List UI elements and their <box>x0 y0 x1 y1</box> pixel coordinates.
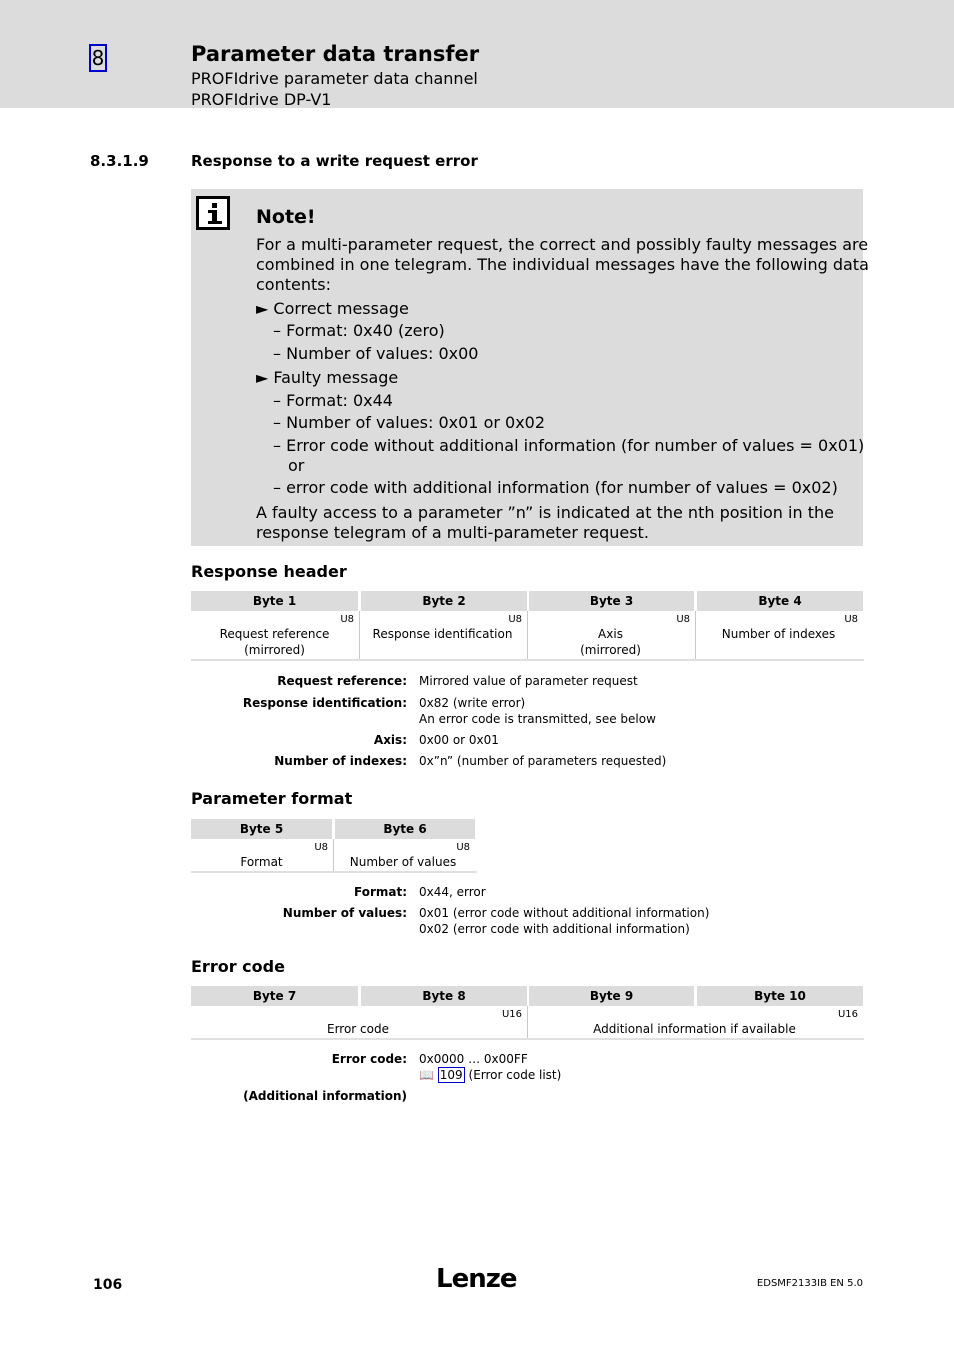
definition-label: (Additional information) <box>243 1089 407 1103</box>
table-header-cell: Byte 3 <box>529 591 694 611</box>
page-subtitle-2: PROFIdrive DP-V1 <box>191 90 332 109</box>
type-label: U8 <box>314 842 328 853</box>
definition-value: 0x82 (write error) <box>419 696 526 710</box>
table-header-cell: Byte 7 <box>191 986 358 1006</box>
column-divider <box>359 611 360 659</box>
info-icon <box>196 196 230 230</box>
definition-value: Mirrored value of parameter request <box>419 674 638 688</box>
table-cell: Error code <box>326 1022 389 1036</box>
table-header-cell: Byte 2 <box>361 591 527 611</box>
section-title: Response to a write request error <box>191 152 478 170</box>
note-intro-line-1: For a multi-parameter request, the correct and possibly faulty messages are <box>256 235 869 254</box>
definition-value: 0x44, error <box>419 885 486 899</box>
definition-label: Response identification: <box>242 696 407 710</box>
type-label: U8 <box>844 614 858 625</box>
table-header-cell: Byte 6 <box>335 819 475 839</box>
note-title: Note! <box>256 206 316 228</box>
parameter-format-heading: Parameter format <box>191 789 353 808</box>
column-divider <box>333 839 334 871</box>
type-label: U8 <box>340 614 354 625</box>
column-divider <box>527 611 528 659</box>
note-correct-label: ► Correct message <box>256 299 409 318</box>
table-bottom-rule <box>191 659 864 661</box>
type-label: U8 <box>676 614 690 625</box>
table-header-cell: Byte 5 <box>191 819 332 839</box>
definition-label: Error code: <box>331 1052 407 1066</box>
table-header-cell: Byte 10 <box>697 986 863 1006</box>
type-label: U16 <box>501 1009 522 1020</box>
note-correct-item-1: – Format: 0x40 (zero) <box>273 321 445 340</box>
table-cell: Response identification <box>372 627 513 641</box>
definition-value: 0x01 (error code without additional information) <box>419 906 710 920</box>
column-divider <box>527 1006 528 1038</box>
definition-label: Format: <box>353 885 407 899</box>
book-icon: 📖 <box>419 1068 434 1082</box>
note-faulty-item-3: – Error code without additional information (for number of values = 0x01) <box>273 436 865 455</box>
response-header-heading: Response header <box>191 562 347 581</box>
table-cell: Additional information if available <box>593 1022 796 1036</box>
definition-value: 0x”n” (number of parameters requested) <box>419 754 667 768</box>
note-correct-item-2: – Number of values: 0x00 <box>273 344 479 363</box>
cross-reference-text: (Error code list) <box>468 1068 562 1082</box>
table-cell: Number of indexes <box>721 627 836 641</box>
definition-value: 0x00 or 0x01 <box>419 733 499 747</box>
table-cell: Number of values <box>349 855 457 869</box>
note-faulty-item-1: – Format: 0x44 <box>273 391 393 410</box>
type-label: U8 <box>508 614 522 625</box>
note-faulty-item-3-cont: or <box>288 456 305 475</box>
note-faulty-item-4: – error code with additional information (for number of values = 0x02) <box>273 478 838 497</box>
table-cell: Format <box>240 855 283 869</box>
page-subtitle-1: PROFIdrive parameter data channel <box>191 69 478 88</box>
note-outro-line-1: A faulty access to a parameter ”n” is indicated at the nth position in the <box>256 503 834 522</box>
definition-value: 0x02 (error code with additional information) <box>419 922 690 936</box>
type-label: U8 <box>456 842 470 853</box>
chapter-number-badge[interactable]: 8 <box>89 44 107 72</box>
definition-label: Number of values: <box>282 906 407 920</box>
note-intro-line-3: contents: <box>256 275 331 294</box>
note-outro-line-2: response telegram of a multi-parameter request. <box>256 523 649 542</box>
page-number: 106 <box>93 1277 123 1293</box>
table-cell: Axis (mirrored) <box>580 627 641 657</box>
table-header-cell: Byte 4 <box>697 591 863 611</box>
definition-label: Request reference: <box>277 674 407 688</box>
section-number: 8.3.1.9 <box>90 152 149 170</box>
table-header-cell: Byte 1 <box>191 591 358 611</box>
table-cell: Request reference (mirrored) <box>219 627 330 657</box>
error-code-heading: Error code <box>191 957 285 976</box>
page-link-109[interactable]: 109 <box>439 1068 463 1082</box>
note-faulty-item-2: – Number of values: 0x01 or 0x02 <box>273 413 546 432</box>
table-header-cell: Byte 9 <box>529 986 694 1006</box>
type-label: U16 <box>837 1009 858 1020</box>
definition-label: Number of indexes: <box>274 754 407 768</box>
note-intro-line-2: combined in one telegram. The individual messages have the following data <box>256 255 869 274</box>
cross-reference <box>419 1067 561 1083</box>
lenze-logo: Lenze <box>436 1264 517 1294</box>
note-faulty-label: ► Faulty message <box>256 368 399 387</box>
page-title: Parameter data transfer <box>191 42 480 66</box>
definition-value: An error code is transmitted, see below <box>419 712 656 726</box>
definition-label: Axis: <box>373 733 407 747</box>
document-id: EDSMF2133IB EN 5.0 <box>756 1278 863 1289</box>
table-header-cell: Byte 8 <box>361 986 527 1006</box>
column-divider <box>695 611 696 659</box>
table-bottom-rule <box>191 871 477 873</box>
table-bottom-rule <box>191 1038 864 1040</box>
definition-value: 0x0000 … 0x00FF <box>419 1052 528 1066</box>
